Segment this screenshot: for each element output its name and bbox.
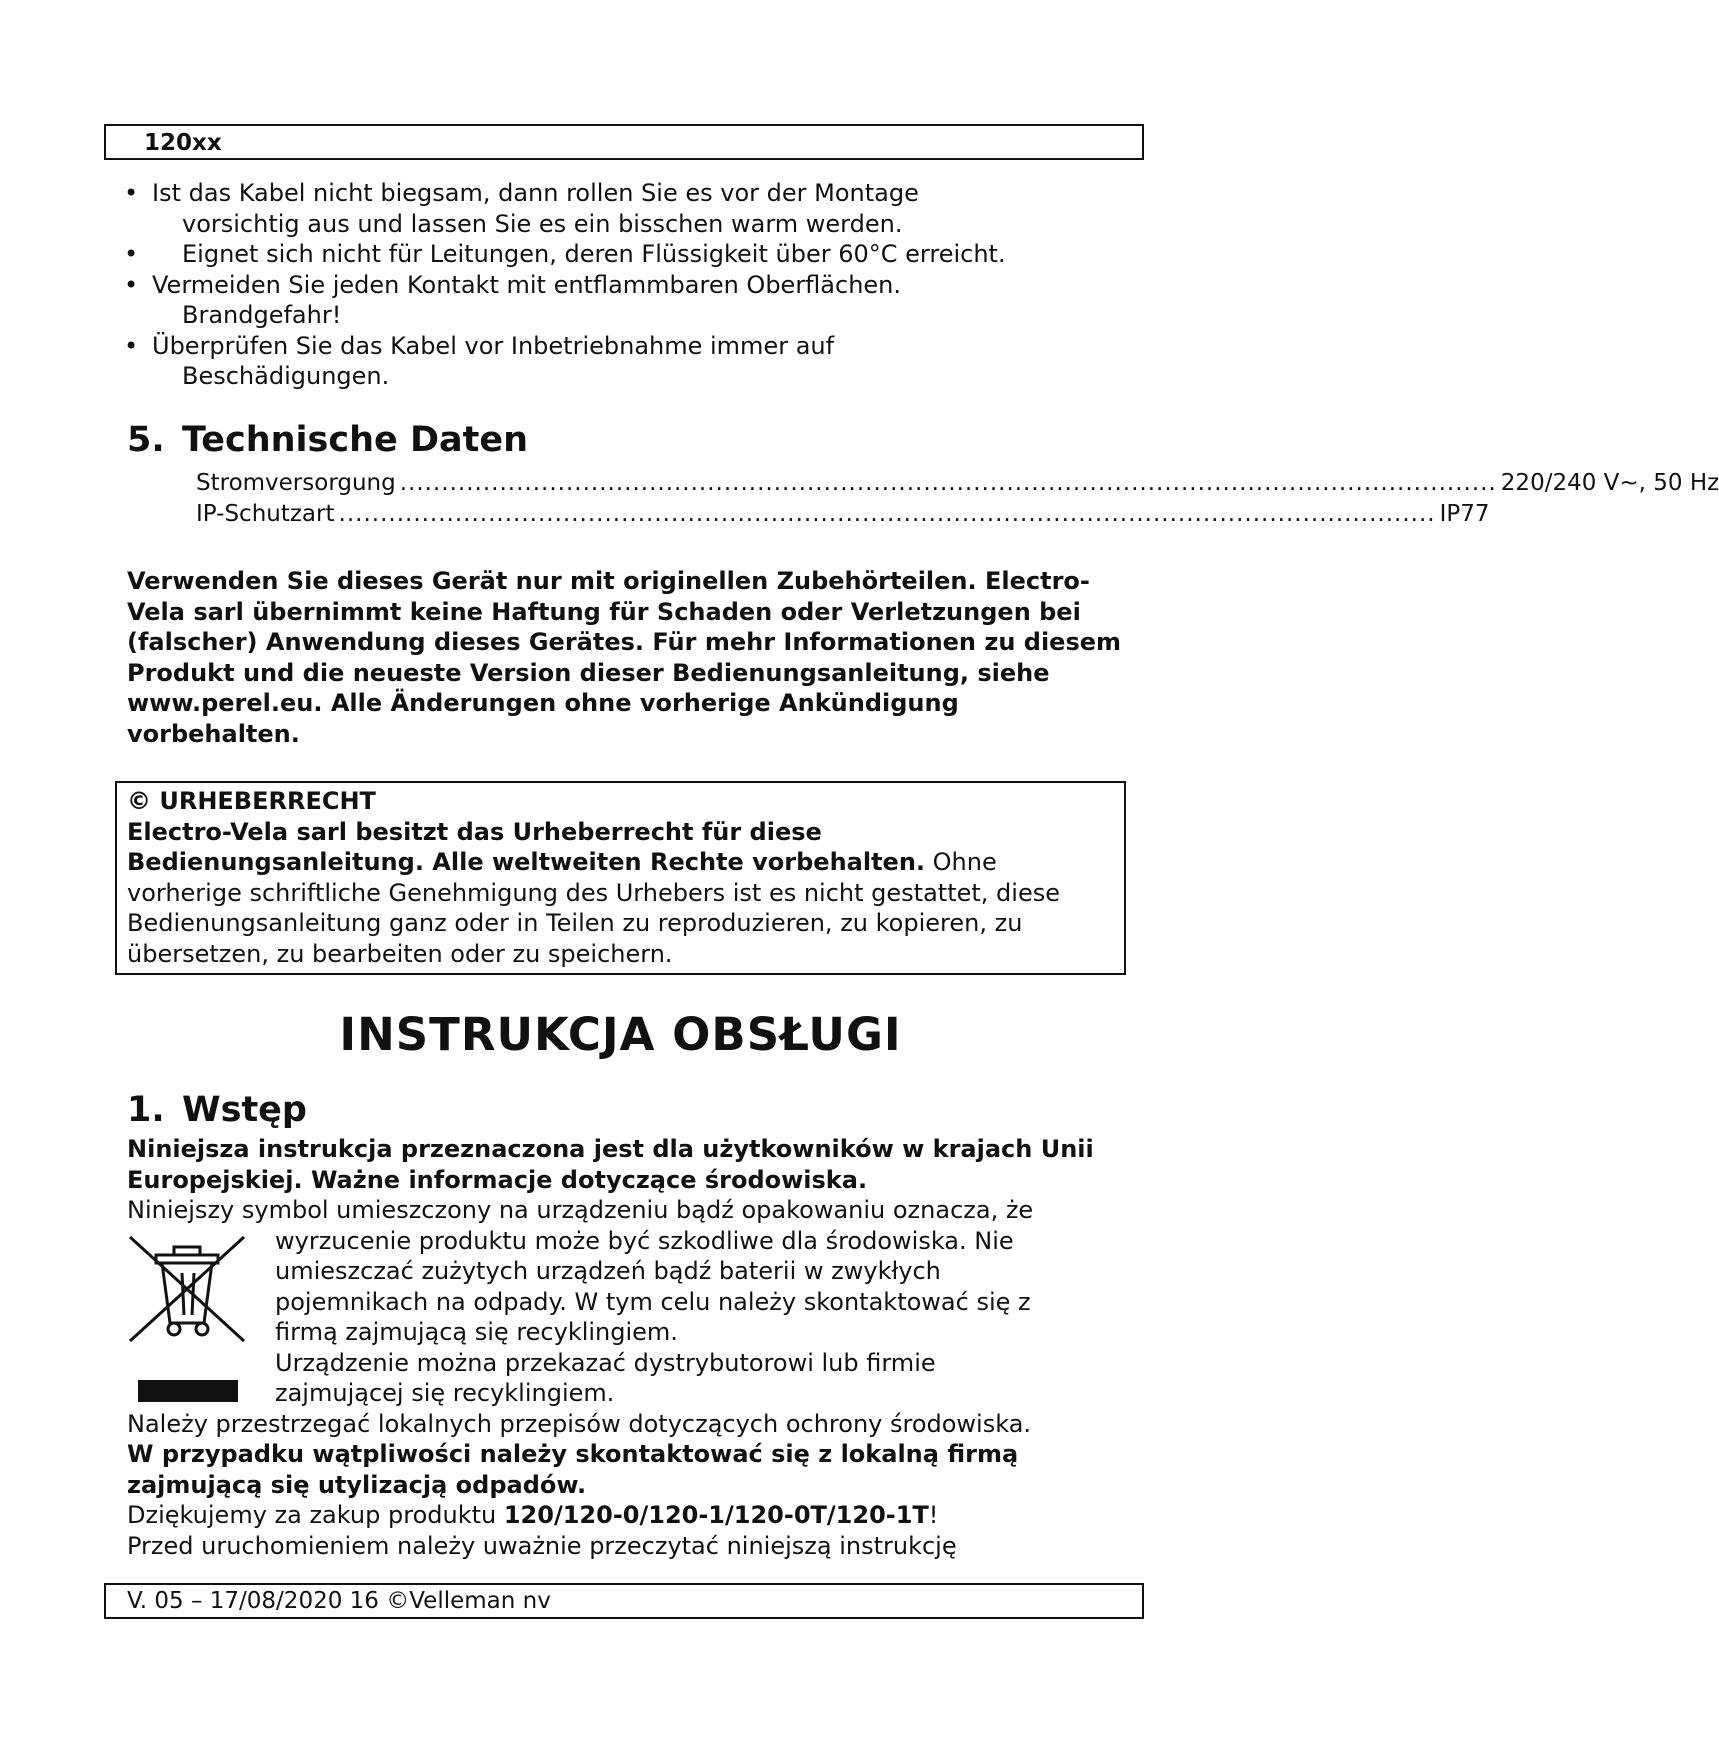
bullet-text-continued: vorsichtig aus und lassen Sie es ein bisschen warm werden. xyxy=(182,209,903,238)
spec-label: IP-Schutzart xyxy=(196,501,335,527)
symbol-text-line: Urządzenie można przekazać dystrybutorowi lub firmie xyxy=(275,1348,936,1377)
thanks-prefix: Dziękujemy za zakup produktu xyxy=(127,1501,504,1529)
bullet-text: Vermeiden Sie jeden Kontakt mit entflammbaren Oberflächen. xyxy=(152,270,902,299)
symbol-text-line: pojemnikach na odpady. W tym celu należy skontaktować się z xyxy=(275,1287,1031,1316)
intro-body xyxy=(127,1134,1127,1561)
symbol-text-line: wyrzucenie produktu może być szkodliwe dla środowiska. Nie xyxy=(275,1226,1014,1255)
list-item xyxy=(124,331,1124,392)
header-frame xyxy=(104,124,1144,160)
read-instructions-line: Przed uruchomieniem należy uważnie przeczytać niniejszą instrukcję xyxy=(127,1531,957,1560)
spec-row-ip xyxy=(196,501,1490,527)
thanks-line xyxy=(127,1500,1127,1531)
page-footer: V. 05 – 17/08/2020 16 ©Velleman nv xyxy=(127,1588,551,1614)
product-models: 120/120-0/120-1/120-0T/120-1T xyxy=(503,1501,929,1529)
bullet-text: Eignet sich nicht für Leitungen, deren Flüssigkeit über 60°C erreicht. xyxy=(182,240,1006,268)
bullet-text: Überprüfen Sie das Kabel vor Inbetriebnahme immer auf xyxy=(152,331,835,360)
copyright-notice xyxy=(127,786,1117,969)
bullet-text-continued: Brandgefahr! xyxy=(182,301,342,329)
thanks-suffix: ! xyxy=(928,1501,939,1529)
warning-paragraph: Verwenden Sie dieses Gerät nur mit originellen Zubehörteilen. Electro-Vela sarl übernimmt keine Haftung für Schaden oder Verletzungen bei (falscher) Anwendung dieses Gerätes. Für mehr Informationen zu diesem Produkt und die neueste Version dieser Bedienungsanleitung, siehe www.perel.eu. Alle Änderungen ohne vorherige Ankündigung vorbehalten. xyxy=(127,567,1122,748)
copyright-title: © URHEBERRECHT xyxy=(127,787,376,815)
section-title: Technische Daten xyxy=(182,420,529,460)
section-number: 5. xyxy=(127,420,165,460)
dot-leader: .................................................................................................................................... xyxy=(399,470,1497,496)
bullet-text-continued: Beschädigungen. xyxy=(182,362,390,390)
bullet-text: Ist das Kabel nicht biegsam, dann rollen Sie es vor der Montage xyxy=(152,179,919,207)
intro-bold-text: Niniejsza instrukcja przeznaczona jest dla użytkowników w krajach Unii Europejskiej. Ważne informacje dotyczące środowiska. xyxy=(127,1135,1094,1194)
spec-row-power xyxy=(196,470,1719,496)
spec-value: IP77 xyxy=(1439,501,1490,527)
list-item xyxy=(124,239,1124,270)
crossed-out-bin-icon xyxy=(126,1233,248,1345)
list-item xyxy=(124,178,1124,239)
bullet-icon: • xyxy=(124,179,139,207)
symbol-intro-line: Niniejszy symbol umieszczony na urządzeniu bądź opakowaniu oznacza, że xyxy=(127,1196,1034,1224)
copyright-text: Ohne vorherige schriftliche Genehmigung des Urhebers ist es nicht gestattet, diese Bedienungsanleitung ganz oder in Teilen zu reproduzieren, zu kopieren, zu übersetzen, zu bearbeiten oder zu speichern. xyxy=(127,848,1060,968)
symbol-text-line: umieszczać zużytych urządzeń bądź baterii w zwykłych xyxy=(275,1257,941,1285)
section-heading-technical-data xyxy=(127,420,528,460)
safety-bullet-list xyxy=(124,178,1124,392)
copyright-bold-text: Electro-Vela sarl besitzt das Urheberrecht für diese Bedienungsanleitung. Alle weltweiten Rechte vorbehalten. xyxy=(127,817,926,876)
spec-value: 220/240 V~, 50 Hz xyxy=(1500,470,1719,496)
local-rules-text: Należy przestrzegać lokalnych przepisów dotyczących ochrony środowiska. xyxy=(127,1409,1032,1438)
bullet-icon: • xyxy=(124,331,139,360)
model-header: 120xx xyxy=(144,130,222,156)
doubt-bold-text: W przypadku wątpliwości należy skontaktować się z lokalną firmą zajmującą się utylizacją odpadów. xyxy=(127,1440,1019,1499)
section-heading-intro xyxy=(127,1090,307,1130)
symbol-text-line: firmą zajmującą się recyklingiem. xyxy=(275,1318,678,1346)
weee-bar-icon xyxy=(138,1380,238,1402)
symbol-text-line: zajmującej się recyklingiem. xyxy=(275,1379,615,1407)
bullet-icon: • xyxy=(124,240,139,268)
section-number: 1. xyxy=(127,1090,165,1130)
bullet-icon: • xyxy=(124,270,139,299)
dot-leader: .................................................................................................................................... xyxy=(338,501,1436,527)
page-title: INSTRUKCJA OBSŁUGI xyxy=(339,1008,902,1061)
spec-label: Stromversorgung xyxy=(196,470,396,496)
list-item xyxy=(124,270,1124,331)
section-title: Wstęp xyxy=(182,1090,307,1130)
